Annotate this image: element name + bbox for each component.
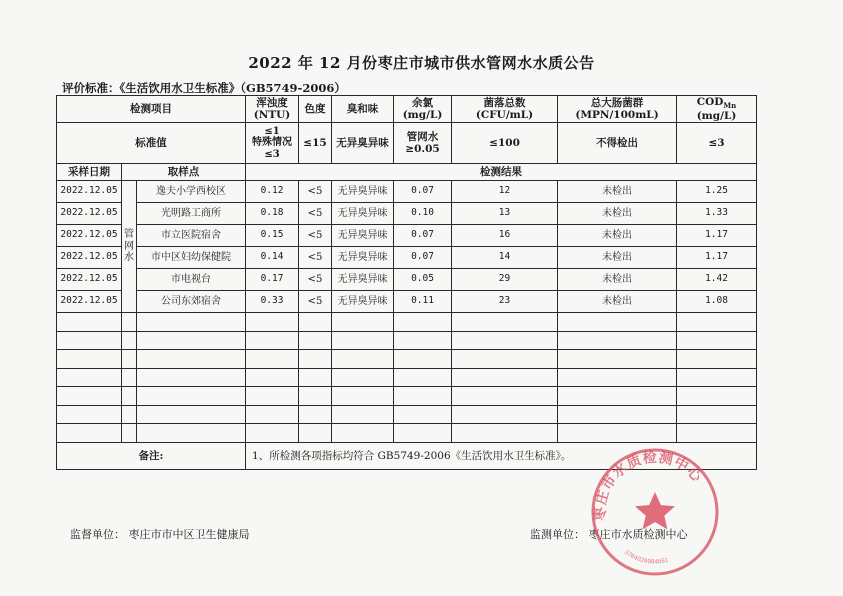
table-row <box>57 225 757 247</box>
row-chlorine: 0.10 <box>394 203 452 225</box>
table-row <box>57 247 757 269</box>
subheader-result: 检测结果 <box>246 164 757 181</box>
row-turbidity: 0.12 <box>246 181 299 203</box>
empty-row <box>57 424 757 443</box>
header-cod-sub: Mn <box>723 101 737 111</box>
row-bacteria: 14 <box>452 247 558 269</box>
table-row <box>57 291 757 313</box>
header-chlorine: 余氯(mg/L) <box>394 96 452 123</box>
header-bacteria-unit: (CFU/mL) <box>475 109 534 122</box>
empty-row <box>57 331 757 350</box>
row-point: 光明路工商所 <box>137 203 246 225</box>
row-cod: 1.08 <box>677 291 757 313</box>
row-turbidity: 0.15 <box>246 225 299 247</box>
standard-turbidity-line2: 特殊情况 <box>252 137 293 149</box>
header-bacteria-label: 菌落总数 <box>483 97 526 110</box>
row-bacteria: 29 <box>452 269 558 291</box>
row-cod: 1.17 <box>677 247 757 269</box>
standard-coliform: 不得检出 <box>558 123 677 164</box>
row-bacteria: 16 <box>452 225 558 247</box>
seal-number: 3704020004661 <box>622 548 670 566</box>
header-turbidity-unit: (NTU) <box>253 109 291 122</box>
header-turbidity-label: 浑浊度 <box>256 97 288 110</box>
row-chlorine: 0.11 <box>394 291 452 313</box>
standard-chlorine <box>394 123 452 164</box>
row-odor: 无异臭异味 <box>332 181 394 203</box>
row-chlorine: 0.07 <box>394 247 452 269</box>
group-label-char: 管 <box>124 229 134 241</box>
standard-label: 标准值 <box>57 123 246 164</box>
header-cod <box>677 96 757 123</box>
header-odor: 臭和味 <box>332 96 394 123</box>
header-coliform-unit: (MPN/100mL) <box>575 109 659 122</box>
row-chlorine: 0.05 <box>394 269 452 291</box>
row-coliform: 未检出 <box>558 291 677 313</box>
row-bacteria: 12 <box>452 181 558 203</box>
row-turbidity: 0.17 <box>246 269 299 291</box>
note-label: 备注: <box>57 442 246 469</box>
standard-odor: 无异臭异味 <box>332 123 394 164</box>
note-text: 1、所检测各项指标均符合 GB5749-2006《生活饮用水卫生标准》。 <box>246 442 757 469</box>
empty-row <box>57 313 757 332</box>
row-date: 2022.12.05 <box>57 181 122 203</box>
row-date: 2022.12.05 <box>57 269 122 291</box>
row-chlorine: 0.07 <box>394 181 452 203</box>
row-odor: 无异臭异味 <box>332 269 394 291</box>
row-point: 市中区妇幼保健院 <box>137 247 246 269</box>
row-color: <5 <box>299 225 332 247</box>
row-odor: 无异臭异味 <box>332 203 394 225</box>
row-point: 逸夫小学西校区 <box>137 181 246 203</box>
row-cod: 1.33 <box>677 203 757 225</box>
standard-cod: ≤3 <box>677 123 757 164</box>
group-label-char: 水 <box>124 252 134 264</box>
row-cod: 1.25 <box>677 181 757 203</box>
monitor-unit: 监测单位： 枣庄市水质检测中心 <box>530 528 688 541</box>
table-row <box>57 181 757 203</box>
row-odor: 无异臭异味 <box>332 225 394 247</box>
water-quality-table <box>56 95 757 470</box>
standard-turbidity-line3: ≤3 <box>264 148 280 160</box>
row-color: <5 <box>299 291 332 313</box>
standard-bacteria: ≤100 <box>452 123 558 164</box>
empty-row <box>57 350 757 369</box>
row-point: 公司东郊宿舍 <box>137 291 246 313</box>
row-point: 市电视台 <box>137 269 246 291</box>
table-row <box>57 203 757 225</box>
row-coliform: 未检出 <box>558 203 677 225</box>
seal-star <box>635 492 675 529</box>
header-cod-unit: (mg/L) <box>696 110 737 123</box>
standard-chlorine-line1: 管网水 <box>406 131 439 144</box>
table-row <box>57 269 757 291</box>
row-date: 2022.12.05 <box>57 203 122 225</box>
header-row <box>57 96 757 123</box>
subheader-row <box>57 164 757 181</box>
header-cod-label: COD <box>696 96 724 108</box>
standard-turbidity <box>246 123 299 164</box>
row-date: 2022.12.05 <box>57 247 122 269</box>
row-bacteria: 23 <box>452 291 558 313</box>
row-bacteria: 13 <box>452 203 558 225</box>
row-turbidity: 0.18 <box>246 203 299 225</box>
subheader-point: 取样点 <box>122 164 246 181</box>
header-color: 色度 <box>299 96 332 123</box>
row-turbidity: 0.14 <box>246 247 299 269</box>
row-cod: 1.42 <box>677 269 757 291</box>
header-coliform-label: 总大肠菌群 <box>590 97 644 110</box>
row-color: <5 <box>299 203 332 225</box>
row-odor: 无异臭异味 <box>332 247 394 269</box>
row-color: <5 <box>299 247 332 269</box>
row-coliform: 未检出 <box>558 269 677 291</box>
evaluation-standard: 评价标准：《生活饮用水卫生标准》（GB5749-2006） <box>62 81 346 95</box>
header-coliform <box>558 96 677 123</box>
row-coliform: 未检出 <box>558 181 677 203</box>
row-color: <5 <box>299 269 332 291</box>
row-coliform: 未检出 <box>558 225 677 247</box>
row-color: <5 <box>299 181 332 203</box>
row-cod: 1.17 <box>677 225 757 247</box>
empty-row <box>57 368 757 387</box>
standard-color: ≤15 <box>299 123 332 164</box>
empty-row <box>57 405 757 424</box>
group-label-pipe-water <box>122 181 137 313</box>
official-seal-icon <box>585 442 725 582</box>
standard-row <box>57 123 757 164</box>
row-date: 2022.12.05 <box>57 225 122 247</box>
standard-chlorine-line2: ≥0.05 <box>405 143 440 156</box>
row-date: 2022.12.05 <box>57 291 122 313</box>
row-turbidity: 0.33 <box>246 291 299 313</box>
seal-arc-text: 枣庄市水质检测中心 <box>592 449 706 521</box>
row-chlorine: 0.07 <box>394 225 452 247</box>
row-coliform: 未检出 <box>558 247 677 269</box>
group-label-char: 网 <box>124 240 134 252</box>
empty-row <box>57 387 757 406</box>
row-point: 市立医院宿舍 <box>137 225 246 247</box>
header-item: 检测项目 <box>57 96 246 123</box>
row-odor: 无异臭异味 <box>332 291 394 313</box>
page-title: 2022 年 12 月份枣庄市城市供水管网水水质公告 <box>248 54 595 72</box>
subheader-date: 采样日期 <box>57 164 122 181</box>
header-bacteria <box>452 96 558 123</box>
supervisor-unit: 监督单位： 枣庄市市中区卫生健康局 <box>70 528 250 541</box>
header-turbidity <box>246 96 299 123</box>
standard-turbidity-line1: ≤1 <box>264 125 280 137</box>
